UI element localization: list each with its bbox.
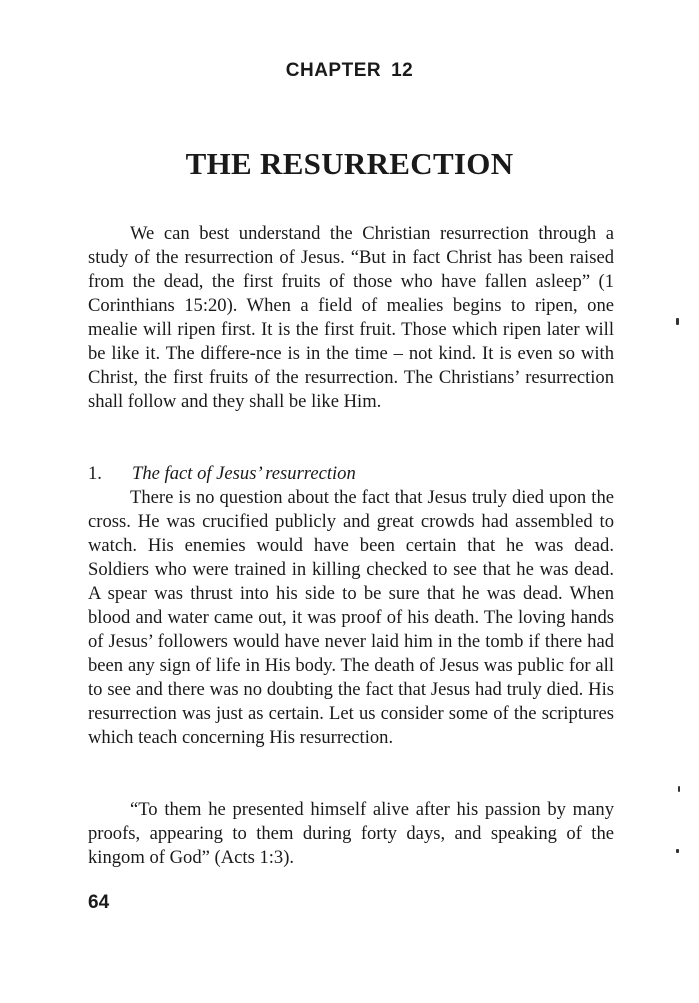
section-title: The fact of Jesus’ resurrection — [132, 463, 356, 484]
chapter-label — [0, 60, 699, 82]
intro-paragraph: We can best understand the Christian resurrection through a study of the resurrection of Jesus. “But in fact Christ has been raised from the dead, the first fruits of those who have fallen asleep” (1 Corinthians 15:20). When a field of mealies begins to ripen, one mealie will ripen first. It is the first fruit. Those which ripen later will be like it. The differe-nce is in the time – not kind. It is even so with Christ, the first fruits of the resurrection. The Christians’ resurrection shall follow and they shall be like Him. — [88, 223, 614, 412]
body-paragraph: There is no question about the fact that Jesus truly died upon the cross. He was crucified publicly and great crowds had assembled to watch. His enemies would have been certain that he was dead. Soldiers who were trained in killing checked to see that he was dead. A spear was thrust into his side to be sure that he was dead. When blood and water came out, it was proof of his death. The loving hands of Jesus’ followers would have never laid him in the tomb if there had been any sign of life in His body. The death of Jesus was public for all to see and there was no doubting the fact that Jesus had truly died. His resurrection was just as certain. Let us consider some of the scriptures which teach concerning His resurrection. — [88, 487, 614, 748]
section-number: 1. — [88, 463, 102, 484]
chapter-number: 12 — [391, 60, 414, 81]
scan-speck — [678, 786, 680, 792]
chapter-title: THE RESURRECTION — [185, 146, 514, 181]
section-heading — [88, 462, 614, 486]
quote-paragraph: “To them he presented himself alive after his passion by many proofs, appearing to them during forty days, and speaking of the kingom of God” (Acts 1:3). — [88, 799, 614, 868]
scan-speck — [676, 849, 679, 853]
page-number: 64 — [88, 892, 110, 913]
scan-speck — [676, 318, 679, 325]
chapter-word: CHAPTER — [285, 60, 382, 81]
